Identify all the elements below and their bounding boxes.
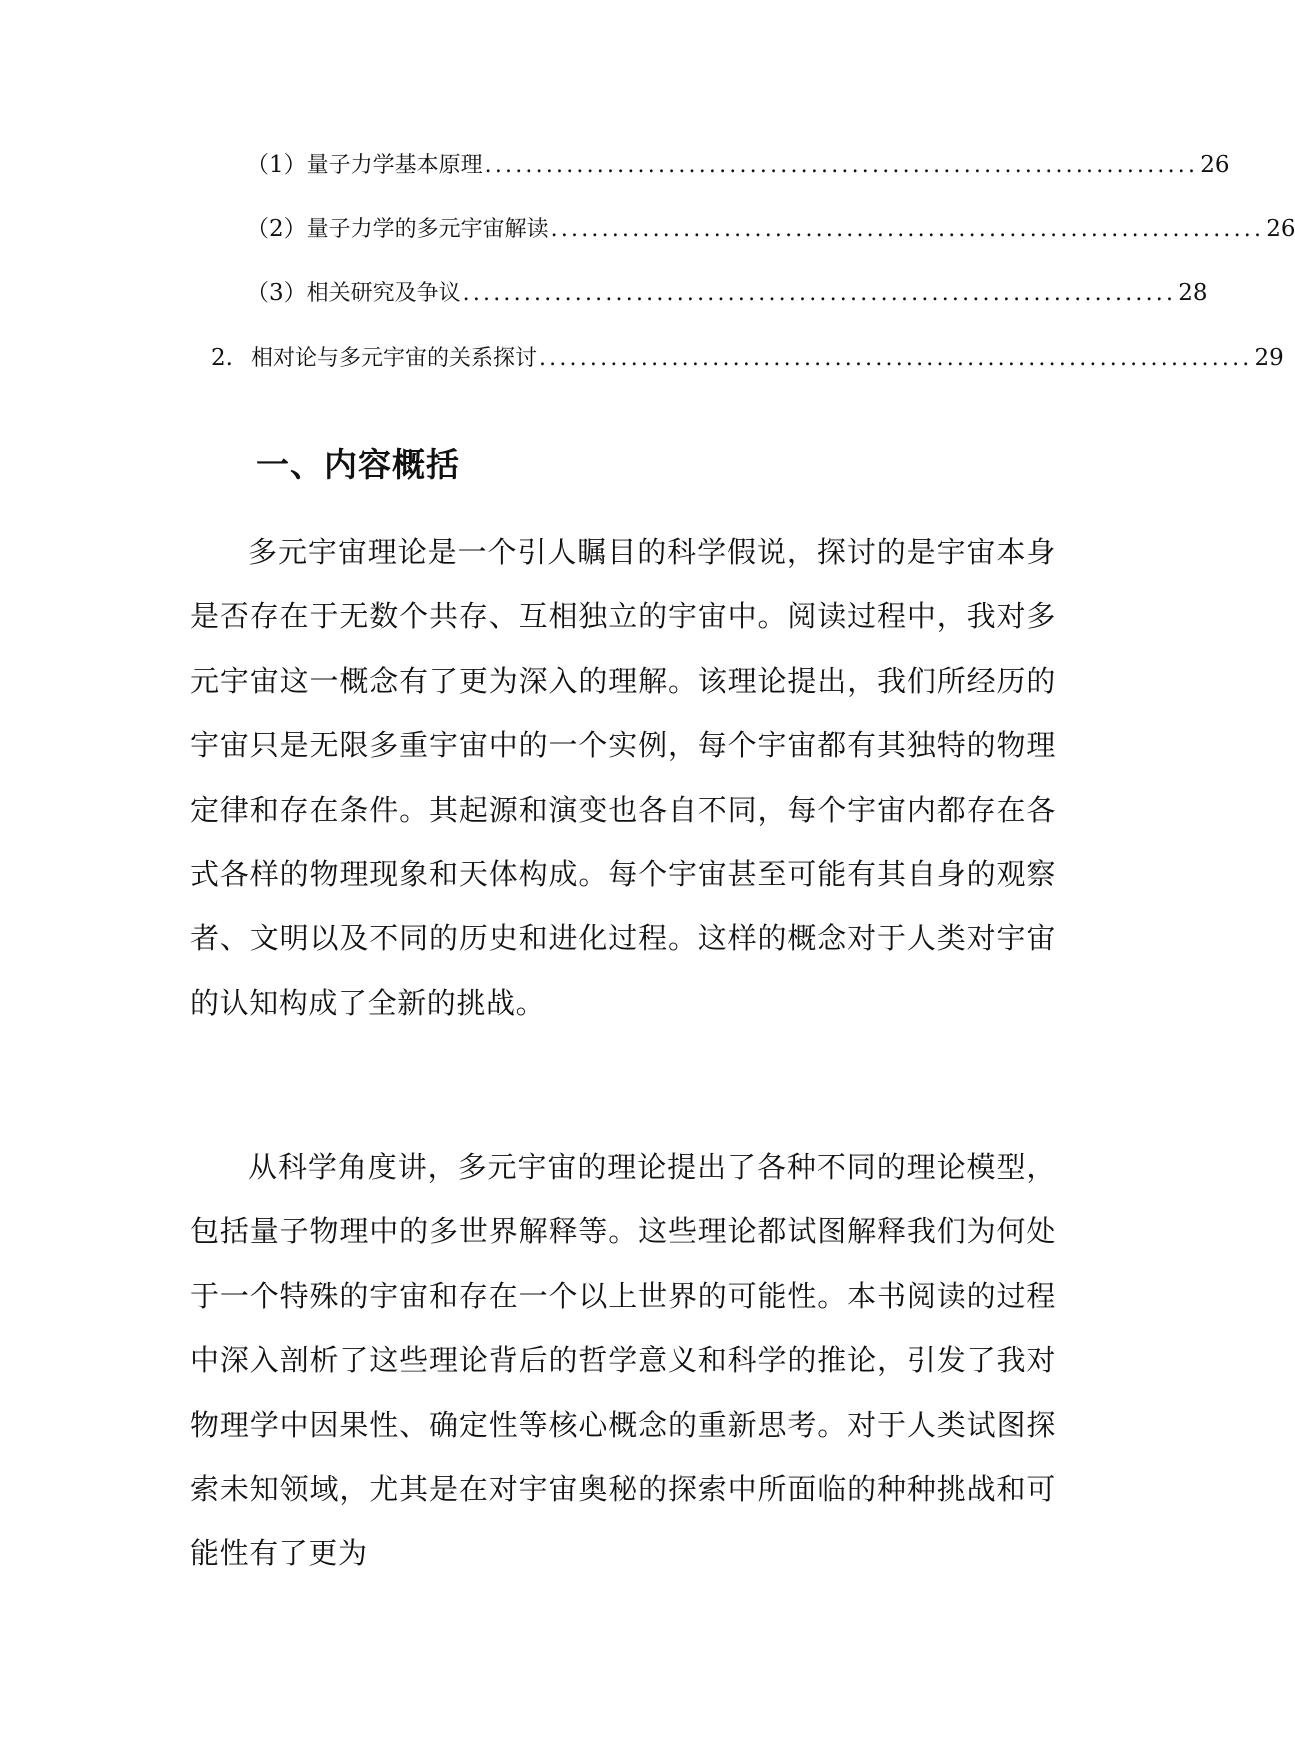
toc-entry-number: （2） — [246, 216, 307, 242]
toc-entry-title: 量子力学的多元宇宙解读 — [306, 217, 549, 242]
toc-entry-page: 29 — [1254, 345, 1284, 371]
toc-leader-dots: ...................................................................... — [538, 346, 1253, 371]
toc-entry-number: （3） — [246, 280, 307, 306]
toc-leader-dots: ...................................................................... — [550, 217, 1265, 242]
toc-leader-dots: ...................................................................... — [462, 281, 1177, 306]
toc-entry-title: 相对论与多元宇宙的关系探讨 — [250, 346, 537, 371]
toc-leader-dots: ...................................................................... — [484, 153, 1199, 178]
body-paragraph: 多元宇宙理论是一个引人瞩目的科学假说，探讨的是宇宙本身是否存在于无数个共存、互相独立的宇宙中。阅读过程中，我对多元宇宙这一概念有了更为深入的理解。该理论提出，我们所经历的宇宙只是无限多重宇宙中的一个实例，每个宇宙都有其独特的物理定律和存在条件。其起源和演变也各自不同，每个宇宙内都存在各式各样的物理现象和天体构成。每个宇宙甚至可能有其自身的观察者、文明以及不同的历史和进化过程。这样的概念对于人类对宇宙的认知构成了全新的挑战。 — [190, 535, 1056, 1020]
toc-entry-number: 2. — [211, 345, 233, 371]
toc-entry-page: 26 — [1266, 216, 1295, 242]
toc-entry-page: 28 — [1178, 280, 1208, 306]
toc-entry[interactable] — [246, 212, 1295, 246]
toc-entry[interactable] — [246, 148, 1230, 182]
toc-entry-number: （1） — [246, 152, 307, 178]
toc-entry-title: 相关研究及争议 — [306, 281, 461, 306]
section-heading: 一、内容概括 — [256, 445, 460, 484]
body-paragraph: 从科学角度讲，多元宇宙的理论提出了各种不同的理论模型，包括量子物理中的多世界解释等。这些理论都试图解释我们为何处于一个特殊的宇宙和存在一个以上世界的可能性。本书阅读的过程中深入剖析了这些理论背后的哲学意义和科学的推论，引发了我对物理学中因果性、确定性等核心概念的重新思考。对于人类试图探索未知领域，尤其是在对宇宙奥秘的探索中所面临的种种挑战和可能性有了更为 — [190, 1150, 1056, 1571]
toc-entry[interactable] — [211, 341, 1284, 375]
toc-entry-title: 量子力学基本原理 — [306, 153, 483, 178]
toc-entry[interactable] — [246, 276, 1208, 310]
toc-entry-page: 26 — [1200, 152, 1230, 178]
